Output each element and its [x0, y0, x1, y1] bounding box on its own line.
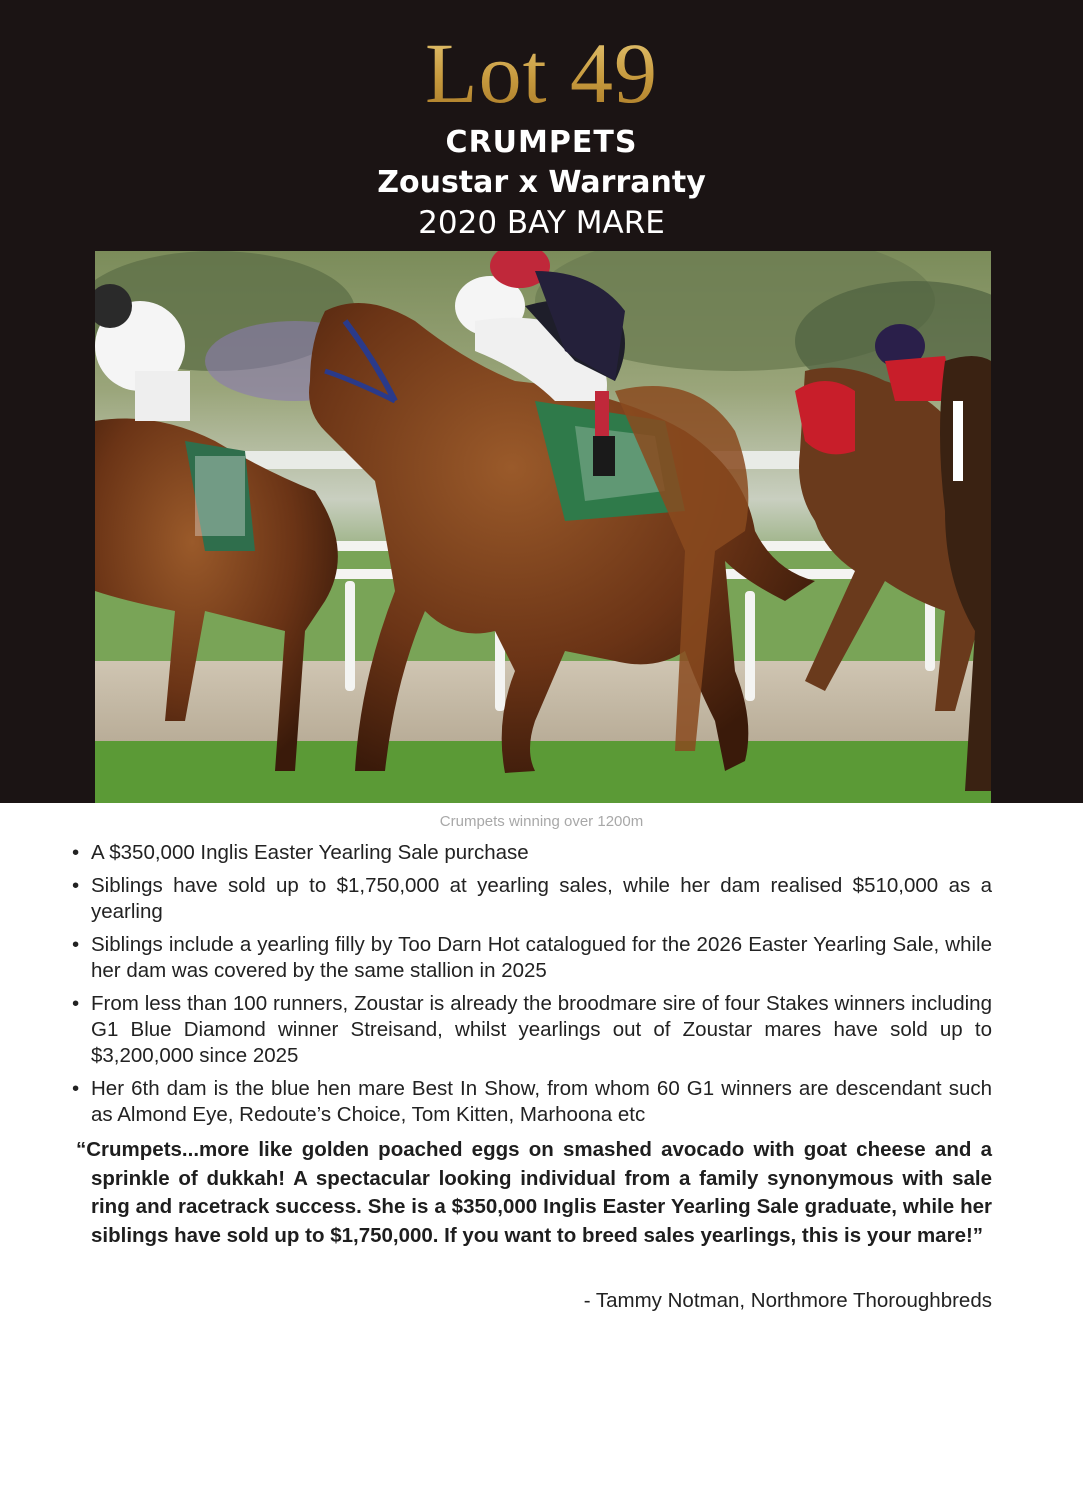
bullet-glyph: • — [72, 933, 80, 956]
bullet-glyph: • — [72, 1077, 80, 1100]
highlight-text: Her 6th dam is the blue hen mare Best In Show, from whom 60 G1 winners are descendant such as Almond Eye, Redoute’s Choice, Tom Kitten, Marhoona etc — [91, 1077, 992, 1126]
bullet-glyph: • — [72, 992, 80, 1015]
highlight-item — [72, 873, 992, 925]
highlight-item — [72, 1076, 992, 1128]
highlight-text: Siblings include a yearling filly by Too Darn Hot catalogued for the 2026 Easter Yearling Sale, while her dam was covered by the same stallion in 2025 — [91, 933, 992, 982]
race-photo-illustration — [95, 251, 991, 803]
testimonial-attribution: - Tammy Notman, Northmore Thoroughbreds — [583, 1289, 992, 1312]
bullet-glyph: • — [72, 874, 80, 897]
bullet-glyph: • — [72, 841, 80, 864]
testimonial-quote: “Crumpets...more like golden poached eggs on smashed avocado with goat cheese and a sprinkle of dukkah! A spectacular looking individual from a family synonymous with sale ring and racetrack success. She is a $350,000 Inglis Easter Yearling Sale graduate, while her siblings have sold up to $1,750,000. If you want to breed sales yearlings, this is your mare!” — [76, 1138, 992, 1247]
race-photo — [95, 251, 991, 803]
horse-name: CRUMPETS — [445, 125, 638, 160]
pedigree: Zoustar x Warranty — [377, 165, 706, 200]
highlights-list — [72, 840, 992, 1135]
horse-description: 2020 BAY MARE — [418, 205, 665, 241]
highlight-item — [72, 840, 992, 866]
highlight-text: A $350,000 Inglis Easter Yearling Sale purchase — [91, 841, 529, 864]
photo-caption: Crumpets winning over 1200m — [439, 813, 644, 830]
highlight-item — [72, 991, 992, 1069]
lot-title: Lot 49 — [0, 28, 1083, 118]
highlight-item — [72, 932, 992, 984]
highlight-text: Siblings have sold up to $1,750,000 at yearling sales, while her dam realised $510,000 as a yearling — [91, 874, 992, 923]
highlight-text: From less than 100 runners, Zoustar is already the broodmare sire of four Stakes winners including G1 Blue Diamond winner Streisand, whilst yearlings out of Zoustar mares have sold up to $3,200,000 since 2025 — [91, 992, 992, 1067]
